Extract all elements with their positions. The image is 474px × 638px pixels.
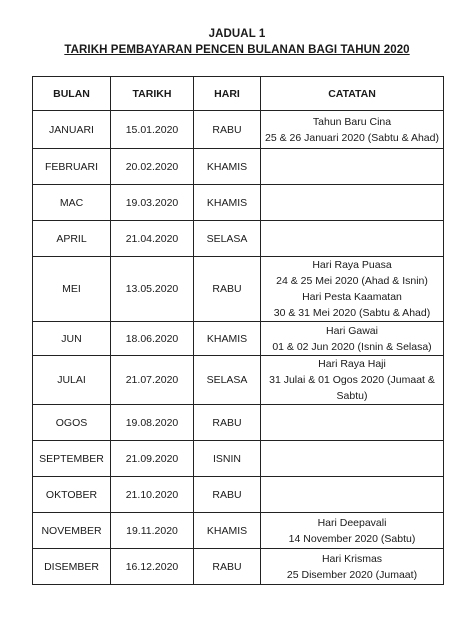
catatan-line: 31 Julai & 01 Ogos 2020 (Jumaat & Sabtu): [269, 374, 435, 402]
cell-bulan: MEI: [33, 257, 111, 322]
cell-bulan: FEBRUARI: [33, 149, 111, 185]
table-row: [33, 149, 444, 185]
catatan-line: Hari Raya Puasa: [312, 259, 392, 271]
cell-tarikh: 15.01.2020: [111, 111, 194, 149]
cell-bulan: DISEMBER: [33, 549, 111, 585]
cell-hari: SELASA: [194, 221, 261, 257]
cell-hari: SELASA: [194, 356, 261, 405]
cell-bulan: SEPTEMBER: [33, 441, 111, 477]
cell-catatan: [261, 322, 444, 356]
table-row: [33, 356, 444, 405]
header-bulan: BULAN: [33, 77, 111, 111]
catatan-line: Hari Krismas: [321, 552, 383, 565]
table-row: [33, 405, 444, 441]
header-tarikh: TARIKH: [111, 77, 194, 111]
cell-catatan: [261, 257, 444, 322]
cell-catatan: [261, 405, 444, 441]
catatan-line: Hari Deepavali: [317, 516, 387, 529]
catatan-line: 30 & 31 Mei 2020 (Sabtu & Ahad): [273, 307, 431, 319]
cell-hari: RABU: [194, 111, 261, 149]
table-row: [33, 111, 444, 149]
table-row: [33, 185, 444, 221]
cell-bulan: JUN: [33, 322, 111, 356]
cell-hari: KHAMIS: [194, 513, 261, 549]
pension-schedule-table: [32, 76, 444, 585]
cell-hari: RABU: [194, 549, 261, 585]
cell-tarikh: 19.03.2020: [111, 185, 194, 221]
cell-bulan: MAC: [33, 185, 111, 221]
table-row: [33, 221, 444, 257]
catatan-line: 24 & 25 Mei 2020 (Ahad & Isnin): [276, 275, 428, 287]
table-header-row: [33, 77, 444, 111]
cell-tarikh: 18.06.2020: [111, 322, 194, 356]
catatan-line: Hari Raya Haji: [318, 358, 386, 370]
table-row: [33, 441, 444, 477]
cell-bulan: JULAI: [33, 356, 111, 405]
cell-catatan: [261, 221, 444, 257]
table-body: [33, 111, 444, 585]
cell-catatan: [261, 513, 444, 549]
document-subtitle: TARIKH PEMBAYARAN PENCEN BULANAN BAGI TAHUN 2020: [64, 44, 410, 56]
cell-hari: RABU: [194, 477, 261, 513]
cell-bulan: NOVEMBER: [33, 513, 111, 549]
cell-bulan: APRIL: [33, 221, 111, 257]
cell-tarikh: 21.10.2020: [111, 477, 194, 513]
catatan-line: Hari Pesta Kaamatan: [302, 291, 402, 303]
cell-tarikh: 20.02.2020: [111, 149, 194, 185]
cell-catatan: [261, 149, 444, 185]
cell-tarikh: 13.05.2020: [111, 257, 194, 322]
cell-bulan: OKTOBER: [33, 477, 111, 513]
cell-tarikh: 16.12.2020: [111, 549, 194, 585]
catatan-line: 25 & 26 Januari 2020 (Sabtu & Ahad): [265, 131, 439, 144]
cell-tarikh: 19.08.2020: [111, 405, 194, 441]
catatan-line: 01 & 02 Jun 2020 (Isnin & Selasa): [272, 340, 432, 353]
cell-bulan: JANUARI: [33, 111, 111, 149]
table-row: [33, 257, 444, 322]
table-row: [33, 477, 444, 513]
cell-hari: KHAMIS: [194, 185, 261, 221]
cell-catatan: [261, 356, 444, 405]
table-row: [33, 322, 444, 356]
header-hari: HARI: [194, 77, 261, 111]
cell-catatan: [261, 185, 444, 221]
header-catatan: CATATAN: [261, 77, 444, 111]
cell-tarikh: 19.11.2020: [111, 513, 194, 549]
catatan-line: 14 November 2020 (Sabtu): [288, 532, 416, 545]
catatan-line: Tahun Baru Cina: [312, 115, 392, 128]
cell-hari: RABU: [194, 405, 261, 441]
document-title: JADUAL 1: [208, 28, 266, 40]
cell-hari: RABU: [194, 257, 261, 322]
table-row: [33, 513, 444, 549]
cell-catatan: [261, 549, 444, 585]
cell-catatan: [261, 477, 444, 513]
cell-bulan: OGOS: [33, 405, 111, 441]
table-row: [33, 549, 444, 585]
cell-tarikh: 21.07.2020: [111, 356, 194, 405]
cell-hari: ISNIN: [194, 441, 261, 477]
cell-catatan: [261, 111, 444, 149]
cell-tarikh: 21.09.2020: [111, 441, 194, 477]
cell-catatan: [261, 441, 444, 477]
catatan-line: Hari Gawai: [326, 324, 378, 337]
cell-hari: KHAMIS: [194, 322, 261, 356]
cell-hari: KHAMIS: [194, 149, 261, 185]
catatan-line: 25 Disember 2020 (Jumaat): [286, 568, 418, 581]
cell-tarikh: 21.04.2020: [111, 221, 194, 257]
